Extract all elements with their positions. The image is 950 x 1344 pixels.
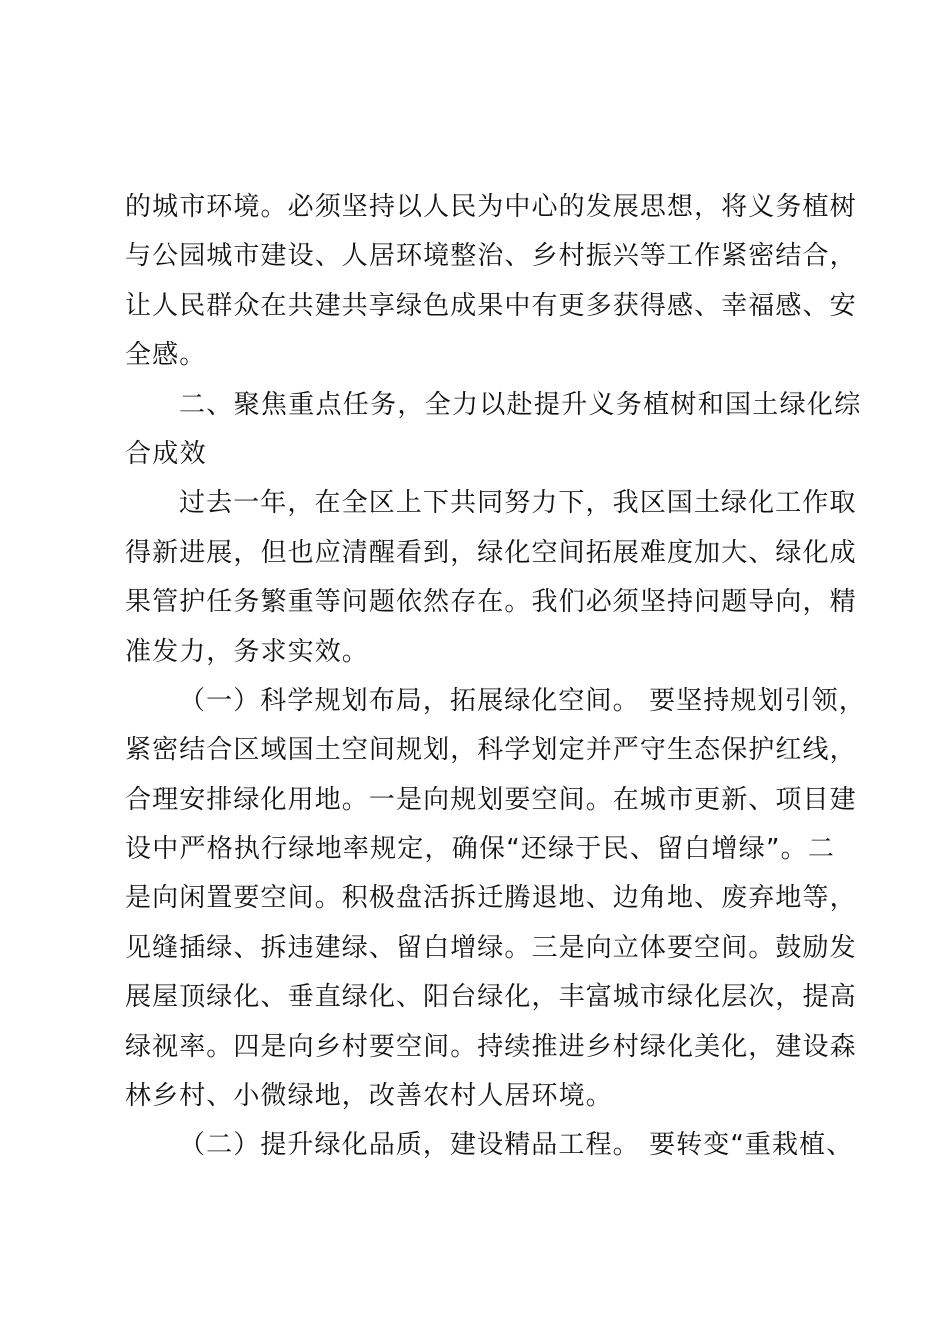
text-line: 紧密结合区域国土空间规划，科学划定并严守生态保护红线， [125,735,857,766]
text-line: 的城市环境。必须坚持以人民为中心的发展思想，将义务植树 [125,192,857,222]
document-page [125,183,866,1171]
text-line: 全感。 [125,340,207,371]
text-line: 与公园城市建设、人居环境整治、乡村振兴等工作紧密结合， [125,241,857,272]
section-heading-line: 二、聚焦重点任务，全力以赴提升义务植树和国土绿化综 [179,389,862,420]
text-line: 果管护任务繁重等问题依然存在。我们必须坚持问题导向，精 [125,587,857,618]
text-line: 展屋顶绿化、垂直绿化、阳台绿化，丰富城市绿化层次，提高 [125,982,857,1013]
section-heading-line: 合成效 [125,438,207,469]
subsection-lead-line: （二）提升绿化品质，建设精品工程。 要转变“重栽植、 [179,1130,854,1161]
text-line: 过去一年，在全区上下共同努力下，我区国土绿化工作取 [179,488,857,519]
text-line: 让人民群众在共建共享绿色成果中有更多获得感、幸福感、安 [125,290,857,321]
text-line: 是向闲置要空间。积极盘活拆迁腾退地、边角地、废弃地等， [125,883,857,914]
text-line: 林乡村、小微绿地，改善农村人居环境。 [125,1081,613,1112]
text-line: 见缝插绿、拆违建绿、留白增绿。三是向立体要空间。鼓励发 [125,932,857,963]
subsection-lead-line: （一）科学规划布局，拓展绿化空间。 要坚持规划引领， [179,685,866,716]
text-line: 合理安排绿化用地。一是向规划要空间。在城市更新、项目建 [125,784,857,815]
text-line: 绿视率。四是向乡村要空间。持续推进乡村绿化美化，建设森 [125,1031,857,1062]
text-line: 设中严格执行绿地率规定，确保“还绿于民、留白增绿”。二 [125,834,835,865]
text-line: 准发力，务求实效。 [125,636,369,667]
text-line: 得新进展，但也应清醒看到，绿化空间拓展难度加大、绿化成 [125,537,857,568]
